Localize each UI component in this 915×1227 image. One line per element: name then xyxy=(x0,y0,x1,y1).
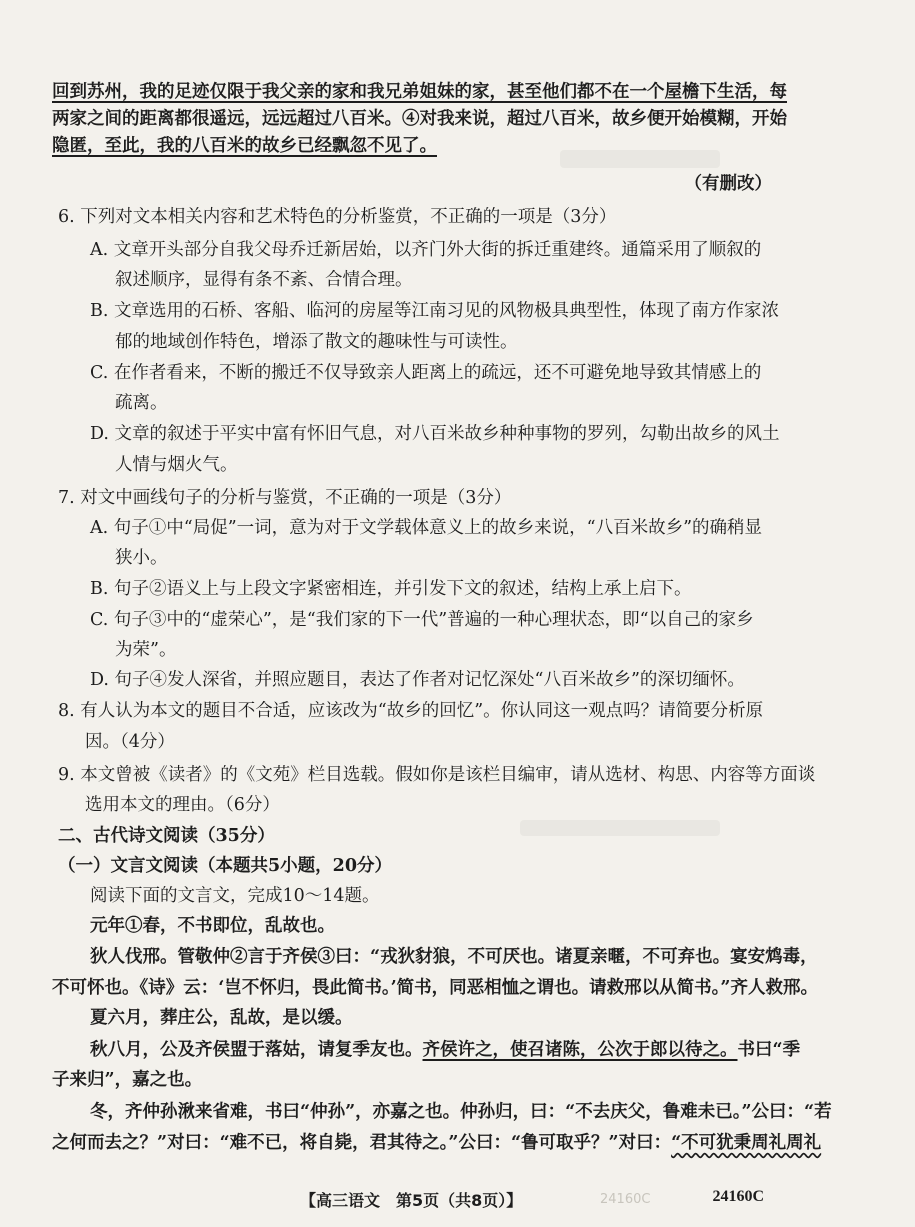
exam-code: 24160C xyxy=(712,1188,764,1205)
question-7-stem: 7. 对文中画线句子的分析与鉴赏，不正确的一项是（3分） xyxy=(58,488,512,508)
classical-paragraph: 狄人伐邢。管敬仲②言于齐侯③曰：“戎狄豺狼，不可厌也。诸夏亲暱，不可弃也。宴安鸩毒， xyxy=(90,947,818,967)
option-6c-cont: 疏离。 xyxy=(115,393,168,413)
page-footer xyxy=(0,1188,800,1214)
classical-paragraph-cont: 不可怀也。《诗》云：‘岂不怀归，畏此简书。’简书，同恶相恤之谓也。请救邢以从简书。”齐人救邢。 xyxy=(52,978,818,998)
passage-line: 隐匿，至此，我的八百米的故乡已经飘忽不见了。 xyxy=(52,136,437,156)
option-6b: B. 文章选用的石桥、客船、临河的房屋等江南习见的风物极具典型性，体现了南方作家浓 xyxy=(90,301,779,321)
question-9-cont: 选用本文的理由。（6分） xyxy=(85,795,280,815)
question-8-cont: 因。（4分） xyxy=(85,732,175,752)
question-9: 9. 本文曾被《读者》的《文苑》栏目选载。假如你是该栏目编审，请从选材、构思、内容等方面谈 xyxy=(58,765,816,785)
option-7c: C. 句子③中的“虚荣心”，是“我们家的下一代”普遍的一种心理状态，即“以自己的家乡 xyxy=(90,610,754,630)
classical-paragraph-cont: 之何而去之？”对曰：“难不已，将自毙，君其待之。”公曰：“鲁可取乎？”对曰：“不可犹秉周礼周礼 xyxy=(52,1133,822,1153)
section-heading: 二、古代诗文阅读（35分） xyxy=(58,826,275,846)
bleed-through-code: 24160C xyxy=(600,1192,651,1207)
question-8: 8. 有人认为本文的题目不合适，应该改为“故乡的回忆”。你认同这一观点吗？请简要分析原 xyxy=(58,701,764,721)
reading-instruction: 阅读下面的文言文，完成10～14题。 xyxy=(90,886,380,906)
wavy-underlined-sentence: “不可犹秉周礼周礼 xyxy=(671,1133,822,1153)
option-7c-cont: 为荣”。 xyxy=(115,640,177,660)
option-6a: A. 文章开头部分自我父母乔迁新居始，以齐门外大街的拆迁重建终。通篇采用了顺叙的 xyxy=(90,240,762,260)
subsection-heading: （一）文言文阅读（本题共5小题，20分） xyxy=(58,856,393,876)
option-7b: B. 句子②语义上与上段文字紧密相连，并引发下文的叙述，结构上承上启下。 xyxy=(90,579,692,599)
option-7a: A. 句子①中“局促”一词，意为对于文学载体意义上的故乡来说，“八百米故乡”的确稍显 xyxy=(90,518,763,538)
underlined-sentence: 齐侯许之，使召诸陈，公次于郎以待之。 xyxy=(422,1040,738,1060)
question-6-stem: 6. 下列对文本相关内容和艺术特色的分析鉴赏，不正确的一项是（3分） xyxy=(58,207,617,227)
source-note: （有删改） xyxy=(684,174,772,194)
passage-line: 回到苏州，我的足迹仅限于我父亲的家和我兄弟姐妹的家，甚至他们都不在一个屋檐下生活，每 xyxy=(52,82,787,102)
classical-paragraph: 元年①春，不书即位，乱故也。 xyxy=(90,916,335,936)
classical-paragraph: 秋八月，公及齐侯盟于落姑，请复季友也。齐侯许之，使召诸陈，公次于郎以待之。书曰“季 xyxy=(90,1040,801,1060)
passage-line: 两家之间的距离都很遥远，远远超过八百米。④对我来说，超过八百米，故乡便开始模糊，开始 xyxy=(52,109,787,129)
option-6c: C. 在作者看来，不断的搬迁不仅导致亲人距离上的疏远，还不可避免地导致其情感上的 xyxy=(90,363,762,383)
option-6a-cont: 叙述顺序，显得有条不紊、合情合理。 xyxy=(115,270,413,290)
option-6d-cont: 人情与烟火气。 xyxy=(115,455,238,475)
classical-paragraph: 夏六月，葬庄公，乱故，是以缓。 xyxy=(90,1008,353,1028)
footer-label: 【高三语文 第5页（共8页）】 xyxy=(300,1191,523,1210)
option-7d: D. 句子④发人深省，并照应题目，表达了作者对记忆深处“八百米故乡”的深切缅怀。 xyxy=(90,670,745,690)
option-7a-cont: 狭小。 xyxy=(115,548,168,568)
classical-paragraph-cont: 子来归”，嘉之也。 xyxy=(52,1070,203,1090)
option-6d: D. 文章的叙述于平实中富有怀旧气息，对八百米故乡种种事物的罗列，勾勒出故乡的风土 xyxy=(90,424,780,444)
classical-paragraph: 冬，齐仲孙湫来省难，书曰“仲孙”，亦嘉之也。仲孙归，曰：“不去庆父，鲁难未已。”公曰：“若 xyxy=(90,1102,832,1122)
option-6b-cont: 郁的地域创作特色，增添了散文的趣味性与可读性。 xyxy=(115,332,518,352)
